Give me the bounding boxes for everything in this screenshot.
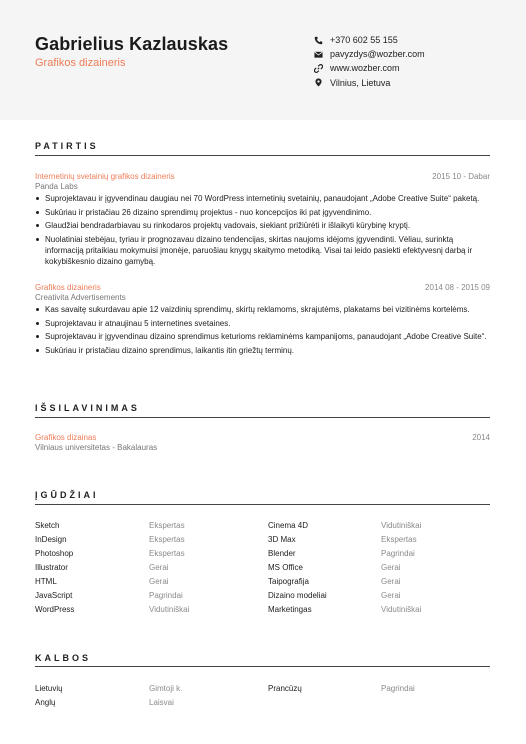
section-divider <box>35 155 490 156</box>
section-divider <box>35 417 490 418</box>
job-bullet: Sukūriau ir pristačiau dizaino sprendimus, laikantis itin griežtų terminų. <box>45 345 490 356</box>
contact-website[interactable] <box>313 61 425 75</box>
contact-phone-text: +370 602 55 155 <box>330 35 398 45</box>
skill-level: Gerai <box>149 563 169 572</box>
job-bullet: Suprojektavau ir įgyvendinau dizaino sprendimus keturioms reklaminėms kampanijoms, panaudojant „Adobe Creative Suite“. <box>45 331 490 342</box>
language-name: Lietuvių <box>35 684 63 693</box>
skill-level: Gerai <box>381 591 401 600</box>
job-entry <box>35 283 490 358</box>
job-entry-date: 2015 10 - Dabar <box>432 172 490 181</box>
skill-name: Taipografija <box>268 577 309 586</box>
skill-name: Cinema 4D <box>268 521 309 530</box>
skill-level: Vidutiniškai <box>149 605 190 614</box>
person-name: Gabrielius Kazlauskas <box>35 34 229 54</box>
contact-list <box>313 33 425 90</box>
contact-phone <box>313 33 425 47</box>
language-level: Gimtoji k. <box>149 684 183 693</box>
skill-level: Vidutiniškai <box>381 605 422 614</box>
section-title-languages: KALBOS <box>35 653 91 663</box>
job-bullet: Glaudžiai bendradarbiavau su rinkodaros projektų vadovais, siekiant prižiūrėti ir išlaikyti kūrybinę kryptį. <box>45 220 490 231</box>
education-entry <box>35 433 490 452</box>
skills-row <box>35 577 490 591</box>
job-entry-title: Grafikos dizaineris <box>35 283 101 292</box>
contact-location-text: Vilnius, Lietuva <box>330 77 391 88</box>
job-entry-date: 2014 08 - 2015 09 <box>425 283 490 292</box>
job-entry-company: Creativita Advertisements <box>35 293 126 302</box>
job-entry <box>35 172 490 269</box>
link-icon <box>313 63 323 73</box>
job-bullets <box>35 193 490 267</box>
skill-level: Gerai <box>381 577 401 586</box>
skills-row <box>35 549 490 563</box>
skills-grid <box>35 521 490 619</box>
section-title-education: IŠSILAVINIMAS <box>35 403 140 413</box>
phone-icon <box>313 35 323 45</box>
skill-name: Marketingas <box>268 605 312 614</box>
skill-name: MS Office <box>268 563 303 572</box>
language-name: Prancūzų <box>268 684 302 693</box>
job-bullet: Suprojektavau ir atnaujinau 5 internetines svetaines. <box>45 318 490 329</box>
skill-level: Gerai <box>149 577 169 586</box>
contact-email-text: pavyzdys@wozber.com <box>330 49 425 60</box>
education-school: Vilniaus universitetas - Bakalauras <box>35 443 158 452</box>
skill-level: Ekspertas <box>381 535 417 544</box>
skill-name: Sketch <box>35 521 60 530</box>
skill-name: Blender <box>268 549 296 558</box>
location-icon <box>313 78 323 88</box>
email-icon <box>313 49 323 59</box>
skill-level: Ekspertas <box>149 549 185 558</box>
skill-name: Illustrator <box>35 563 68 572</box>
skill-name: JavaScript <box>35 591 73 600</box>
education-degree: Grafikos dizainas <box>35 433 97 442</box>
skill-level: Ekspertas <box>149 521 185 530</box>
job-bullet: Kas savaitę sukurdavau apie 12 vaizdinių sprendimų, skirtų reklamoms, skrajutėms, plakatams bei vizitinėms kortelėms. <box>45 304 490 315</box>
job-bullets <box>35 304 490 356</box>
section-divider <box>35 504 490 505</box>
job-entry-company: Panda Labs <box>35 182 78 191</box>
job-bullet: Nuolatiniai stebėjau, tyriau ir prognozavau dizaino tendencijas, skirtas naujoms idėjoms įgyvendinti. Vėliau, surinktą informaciją pritaikiau mokymuisi įmonėje, paruošiau knygų skaitymo metodiką. Visai tai leido pasiekti efektyvesnį darbą ir kokybiškesnio dizaino gamybą. <box>45 234 490 267</box>
resume-header <box>0 0 526 120</box>
language-name: Anglų <box>35 698 56 707</box>
language-level: Pagrindai <box>381 684 415 693</box>
languages-grid <box>35 684 490 712</box>
education-year: 2014 <box>472 433 490 442</box>
skill-level: Pagrindai <box>381 549 415 558</box>
skill-name: HTML <box>35 577 57 586</box>
skills-row <box>35 605 490 619</box>
skill-name: InDesign <box>35 535 67 544</box>
language-level: Laisvai <box>149 698 174 707</box>
language-row <box>35 698 490 712</box>
section-title-skills: ĮGŪDŽIAI <box>35 490 99 500</box>
skill-level: Pagrindai <box>149 591 183 600</box>
job-title: Grafikos dizaineris <box>35 57 126 69</box>
skills-row <box>35 563 490 577</box>
skill-level: Gerai <box>381 563 401 572</box>
contact-website-text: www.wozber.com <box>330 63 400 74</box>
skill-name: Dizaino modeliai <box>268 591 327 600</box>
language-row <box>35 684 490 698</box>
contact-email[interactable] <box>313 47 425 61</box>
skill-level: Vidutiniškai <box>381 521 422 530</box>
skills-row <box>35 521 490 535</box>
contact-location <box>313 76 425 90</box>
skill-name: Photoshop <box>35 549 74 558</box>
skill-name: WordPress <box>35 605 75 614</box>
skill-name: 3D Max <box>268 535 296 544</box>
skill-level: Ekspertas <box>149 535 185 544</box>
job-bullet: Sukūriau ir pristačiau 26 dizaino sprendimų projektus - nuo koncepcijos iki pat įgyvendinimo. <box>45 207 490 218</box>
job-bullet: Suprojektavau ir įgyvendinau daugiau nei 70 WordPress internetinių svetainių, panaudojant „Adobe Creative Suite“ paketą. <box>45 193 490 204</box>
section-title-experience: PATIRTIS <box>35 141 99 151</box>
skills-row <box>35 535 490 549</box>
skills-row <box>35 591 490 605</box>
job-entry-title: Internetinių svetainių grafikos dizaineris <box>35 172 175 181</box>
section-divider <box>35 666 490 667</box>
